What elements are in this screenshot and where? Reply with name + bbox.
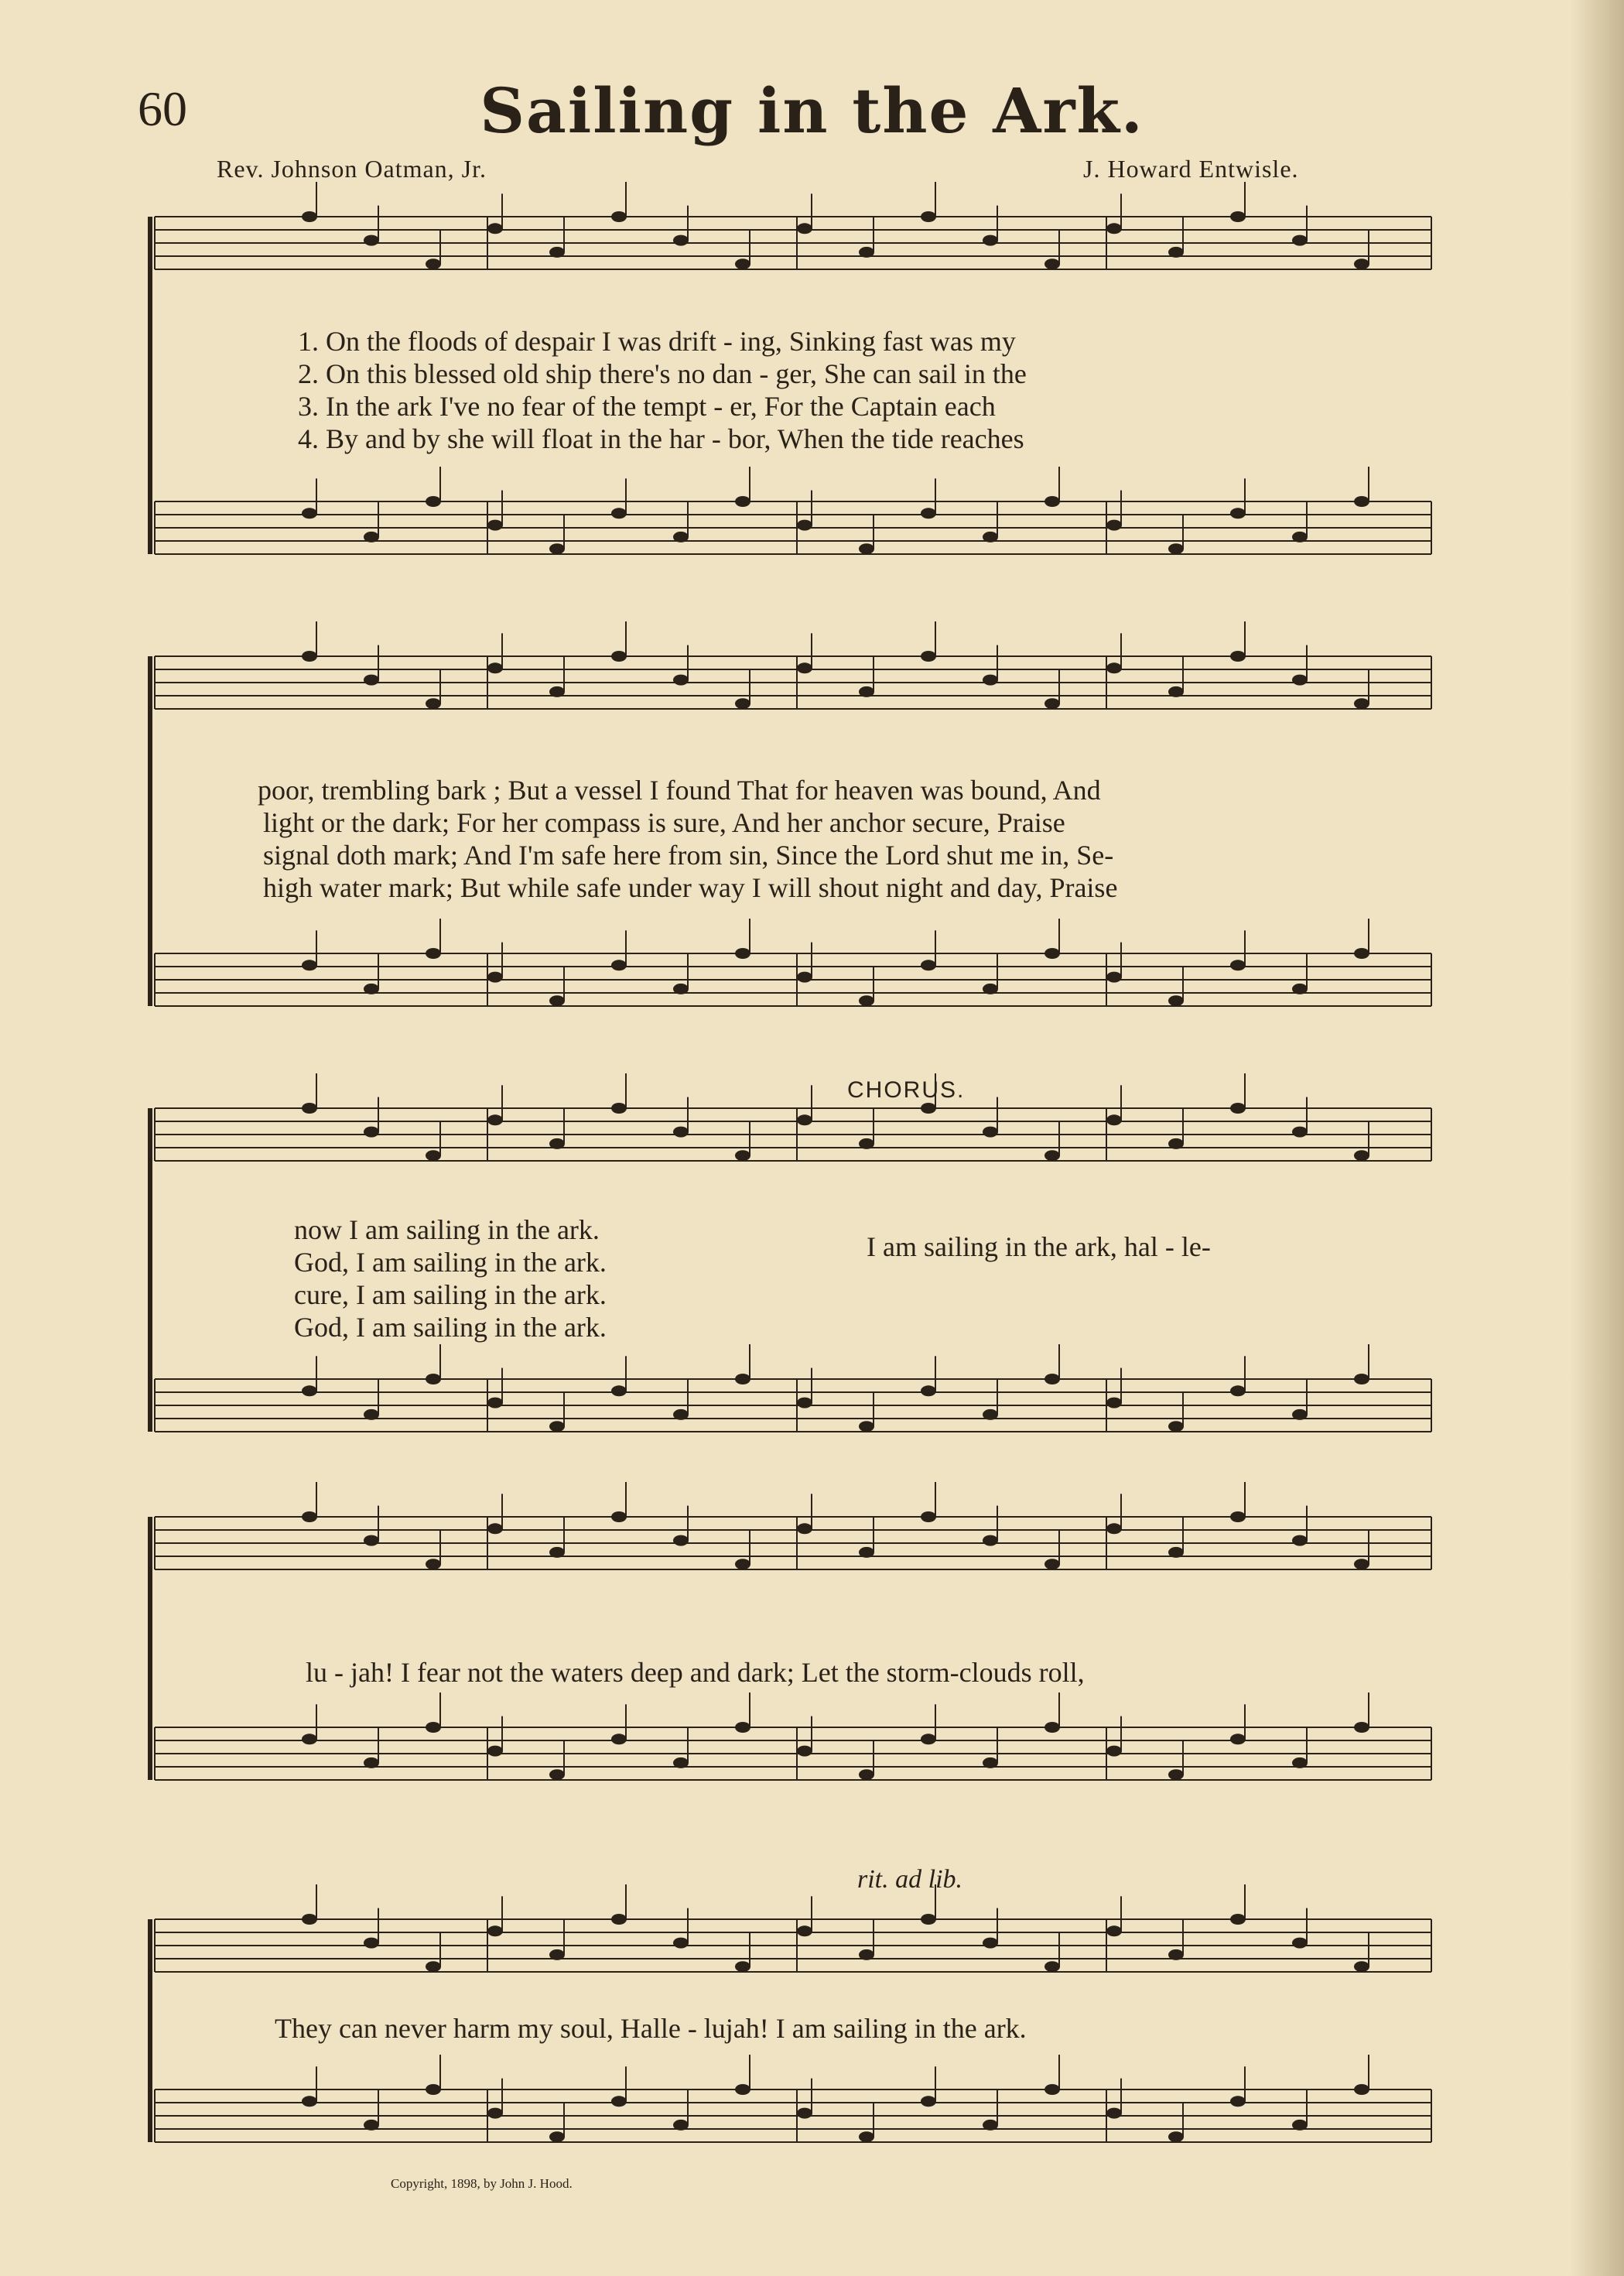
notehead bbox=[364, 984, 379, 994]
notehead bbox=[549, 2131, 565, 2142]
notehead bbox=[611, 211, 627, 222]
notehead bbox=[859, 543, 874, 554]
notehead bbox=[1168, 247, 1184, 258]
notehead bbox=[1168, 1547, 1184, 1558]
notehead bbox=[1292, 675, 1308, 686]
notehead bbox=[1044, 1961, 1060, 1972]
notehead bbox=[859, 1421, 874, 1432]
notehead bbox=[673, 1938, 689, 1949]
notehead bbox=[673, 235, 689, 246]
notehead bbox=[735, 1559, 750, 1569]
notehead bbox=[1354, 1961, 1369, 1972]
notehead bbox=[797, 1114, 812, 1125]
notehead bbox=[921, 1385, 936, 1396]
notehead bbox=[302, 960, 317, 970]
notehead bbox=[1292, 1535, 1308, 1546]
notehead bbox=[921, 508, 936, 519]
lyric-line-verse3: cure, I am sailing in the ark. bbox=[294, 1279, 607, 1310]
notehead bbox=[487, 972, 503, 983]
notehead bbox=[735, 698, 750, 709]
notehead bbox=[487, 1114, 503, 1125]
notehead bbox=[921, 211, 936, 222]
notehead bbox=[983, 1127, 998, 1138]
notehead bbox=[921, 1103, 936, 1114]
notehead bbox=[364, 1409, 379, 1420]
lyric-line-verse2: light or the dark; For her compass is sure, And her anchor secure, Praise bbox=[263, 807, 1065, 838]
notehead bbox=[1230, 1734, 1246, 1744]
notehead bbox=[673, 1127, 689, 1138]
notehead bbox=[1106, 520, 1122, 531]
notehead bbox=[1106, 1746, 1122, 1757]
notehead bbox=[1354, 1722, 1369, 1733]
notehead bbox=[983, 1409, 998, 1420]
notehead bbox=[859, 1547, 874, 1558]
notehead bbox=[921, 960, 936, 970]
notehead bbox=[673, 675, 689, 686]
notehead bbox=[1106, 1114, 1122, 1125]
notehead bbox=[921, 1914, 936, 1925]
notehead bbox=[487, 223, 503, 234]
notehead bbox=[797, 1523, 812, 1534]
notehead bbox=[1230, 508, 1246, 519]
author-credit: Rev. Johnson Oatman, Jr. bbox=[217, 155, 487, 183]
notehead bbox=[1044, 1722, 1060, 1733]
lyric-line-verse3: signal doth mark; And I'm safe here from sin, Since the Lord shut me in, Se- bbox=[263, 840, 1114, 871]
notehead bbox=[426, 948, 441, 959]
notehead bbox=[364, 532, 379, 542]
notehead bbox=[426, 1961, 441, 1972]
notehead bbox=[1354, 496, 1369, 507]
notehead bbox=[426, 2084, 441, 2095]
notehead bbox=[1168, 1421, 1184, 1432]
notehead bbox=[426, 1722, 441, 1733]
notehead bbox=[426, 698, 441, 709]
notehead bbox=[549, 1138, 565, 1149]
notehead bbox=[364, 235, 379, 246]
notehead bbox=[735, 496, 750, 507]
notehead bbox=[487, 662, 503, 673]
notehead bbox=[549, 1769, 565, 1780]
notehead bbox=[611, 1511, 627, 1522]
composer-credit: J. Howard Entwisle. bbox=[1083, 155, 1299, 183]
notehead bbox=[611, 651, 627, 662]
notehead bbox=[487, 520, 503, 531]
notehead bbox=[673, 2120, 689, 2131]
notehead bbox=[1106, 1398, 1122, 1408]
notehead bbox=[426, 1374, 441, 1384]
notehead bbox=[673, 532, 689, 542]
notehead bbox=[1354, 1374, 1369, 1384]
notehead bbox=[797, 223, 812, 234]
notehead bbox=[611, 960, 627, 970]
notehead bbox=[549, 1547, 565, 1558]
notehead bbox=[1168, 1949, 1184, 1960]
notehead bbox=[364, 1757, 379, 1768]
notehead bbox=[1292, 532, 1308, 542]
lyric-line-verse2: 2. On this blessed old ship there's no dan - ger, She can sail in the bbox=[298, 358, 1027, 389]
notehead bbox=[1044, 1559, 1060, 1569]
notehead bbox=[1230, 960, 1246, 970]
notehead bbox=[859, 686, 874, 697]
notehead bbox=[364, 675, 379, 686]
lyric-line-verse4: God, I am sailing in the ark. bbox=[294, 1312, 607, 1343]
notehead bbox=[797, 1398, 812, 1408]
notehead bbox=[1230, 1385, 1246, 1396]
notehead bbox=[1292, 2120, 1308, 2131]
notehead bbox=[611, 1734, 627, 1744]
notehead bbox=[426, 496, 441, 507]
notehead bbox=[302, 1511, 317, 1522]
notehead bbox=[1292, 1938, 1308, 1949]
notehead bbox=[302, 1385, 317, 1396]
notehead bbox=[1230, 1103, 1246, 1114]
notehead bbox=[1292, 1409, 1308, 1420]
notehead bbox=[611, 2096, 627, 2107]
lyric-line-verse1: poor, trembling bark ; But a vessel I found That for heaven was bound, And bbox=[258, 775, 1101, 806]
notehead bbox=[302, 211, 317, 222]
notehead bbox=[549, 995, 565, 1006]
notehead bbox=[611, 508, 627, 519]
notehead bbox=[1044, 258, 1060, 269]
notehead bbox=[1106, 1523, 1122, 1534]
notehead bbox=[983, 235, 998, 246]
notehead bbox=[859, 1769, 874, 1780]
notehead bbox=[1230, 651, 1246, 662]
notehead bbox=[487, 2108, 503, 2119]
notehead bbox=[1168, 2131, 1184, 2142]
notehead bbox=[302, 651, 317, 662]
notehead bbox=[1106, 662, 1122, 673]
ritardando-marking: rit. ad lib. bbox=[857, 1865, 963, 1894]
notehead bbox=[983, 2120, 998, 2131]
chorus-lyric-line: I am sailing in the ark, hal - le- bbox=[867, 1231, 1211, 1262]
notehead bbox=[1354, 948, 1369, 959]
notehead bbox=[983, 1757, 998, 1768]
lyric-line-verse2: God, I am sailing in the ark. bbox=[294, 1247, 607, 1278]
notehead bbox=[797, 520, 812, 531]
notehead bbox=[302, 1914, 317, 1925]
copyright-notice: Copyright, 1898, by John J. Hood. bbox=[391, 2176, 573, 2191]
notehead bbox=[673, 1757, 689, 1768]
notehead bbox=[611, 1385, 627, 1396]
notehead bbox=[673, 984, 689, 994]
notehead bbox=[1044, 2084, 1060, 2095]
notehead bbox=[921, 1511, 936, 1522]
notehead bbox=[611, 1914, 627, 1925]
notehead bbox=[735, 2084, 750, 2095]
notehead bbox=[797, 2108, 812, 2119]
notehead bbox=[1044, 698, 1060, 709]
page-number: 60 bbox=[138, 81, 187, 136]
lyric-line-verse1: now I am sailing in the ark. bbox=[294, 1214, 600, 1245]
notehead bbox=[797, 1925, 812, 1936]
notehead bbox=[1044, 1150, 1060, 1161]
notehead bbox=[1354, 2084, 1369, 2095]
notehead bbox=[1044, 948, 1060, 959]
notehead bbox=[797, 1746, 812, 1757]
notehead bbox=[859, 247, 874, 258]
notehead bbox=[673, 1409, 689, 1420]
notehead bbox=[1106, 972, 1122, 983]
notehead bbox=[983, 1938, 998, 1949]
notehead bbox=[983, 984, 998, 994]
notehead bbox=[797, 972, 812, 983]
notehead bbox=[364, 1938, 379, 1949]
notehead bbox=[549, 1421, 565, 1432]
lyric-line-verse4: 4. By and by she will float in the har - bor, When the tide reaches bbox=[298, 423, 1024, 454]
notehead bbox=[1354, 258, 1369, 269]
notehead bbox=[487, 1523, 503, 1534]
notehead bbox=[1354, 1150, 1369, 1161]
notehead bbox=[549, 1949, 565, 1960]
notehead bbox=[1230, 1914, 1246, 1925]
notehead bbox=[735, 948, 750, 959]
notehead bbox=[1354, 1559, 1369, 1569]
notehead bbox=[735, 1374, 750, 1384]
chorus-lyric-line: lu - jah! I fear not the waters deep and dark; Let the storm-clouds roll, bbox=[306, 1657, 1085, 1688]
notehead bbox=[302, 2096, 317, 2107]
notehead bbox=[1168, 995, 1184, 1006]
notehead bbox=[859, 1949, 874, 1960]
notehead bbox=[1106, 1925, 1122, 1936]
notehead bbox=[859, 1138, 874, 1149]
notehead bbox=[1168, 1769, 1184, 1780]
notehead bbox=[983, 1535, 998, 1546]
lyric-line-verse1: 1. On the floods of despair I was drift - ing, Sinking fast was my bbox=[298, 326, 1016, 357]
notehead bbox=[364, 1127, 379, 1138]
notehead bbox=[364, 2120, 379, 2131]
notehead bbox=[673, 1535, 689, 1546]
notehead bbox=[921, 2096, 936, 2107]
notehead bbox=[735, 1722, 750, 1733]
notehead bbox=[1106, 223, 1122, 234]
notehead bbox=[549, 543, 565, 554]
notehead bbox=[1230, 2096, 1246, 2107]
notehead bbox=[302, 1103, 317, 1114]
chorus-label: CHORUS. bbox=[847, 1077, 966, 1103]
notehead bbox=[921, 651, 936, 662]
notehead bbox=[983, 675, 998, 686]
lyric-line-verse4: high water mark; But while safe under way I will shout night and day, Praise bbox=[263, 872, 1118, 903]
notehead bbox=[1292, 1127, 1308, 1138]
notehead bbox=[549, 686, 565, 697]
notehead bbox=[1230, 211, 1246, 222]
notehead bbox=[302, 508, 317, 519]
notehead bbox=[859, 995, 874, 1006]
notehead bbox=[1106, 2108, 1122, 2119]
notehead bbox=[1168, 1138, 1184, 1149]
notehead bbox=[1292, 984, 1308, 994]
notehead bbox=[302, 1734, 317, 1744]
notehead bbox=[735, 258, 750, 269]
notehead bbox=[611, 1103, 627, 1114]
notehead bbox=[859, 2131, 874, 2142]
notehead bbox=[1044, 496, 1060, 507]
hymn-title: Sailing in the Ark. bbox=[480, 74, 1144, 147]
notehead bbox=[983, 532, 998, 542]
chorus-lyric-line: They can never harm my soul, Halle - lujah! I am sailing in the ark. bbox=[275, 2013, 1027, 2044]
notehead bbox=[797, 662, 812, 673]
notehead bbox=[1168, 543, 1184, 554]
notehead bbox=[1292, 235, 1308, 246]
notehead bbox=[426, 1150, 441, 1161]
notehead bbox=[426, 1559, 441, 1569]
notehead bbox=[364, 1535, 379, 1546]
notehead bbox=[487, 1925, 503, 1936]
notehead bbox=[487, 1746, 503, 1757]
notehead bbox=[487, 1398, 503, 1408]
notehead bbox=[735, 1150, 750, 1161]
lyric-line-verse3: 3. In the ark I've no fear of the tempt - er, For the Captain each bbox=[298, 391, 996, 422]
notehead bbox=[1292, 1757, 1308, 1768]
notehead bbox=[426, 258, 441, 269]
notehead bbox=[1168, 686, 1184, 697]
notehead bbox=[1230, 1511, 1246, 1522]
notehead bbox=[1044, 1374, 1060, 1384]
notehead bbox=[921, 1734, 936, 1744]
notehead bbox=[549, 247, 565, 258]
notehead bbox=[735, 1961, 750, 1972]
notehead bbox=[1354, 698, 1369, 709]
